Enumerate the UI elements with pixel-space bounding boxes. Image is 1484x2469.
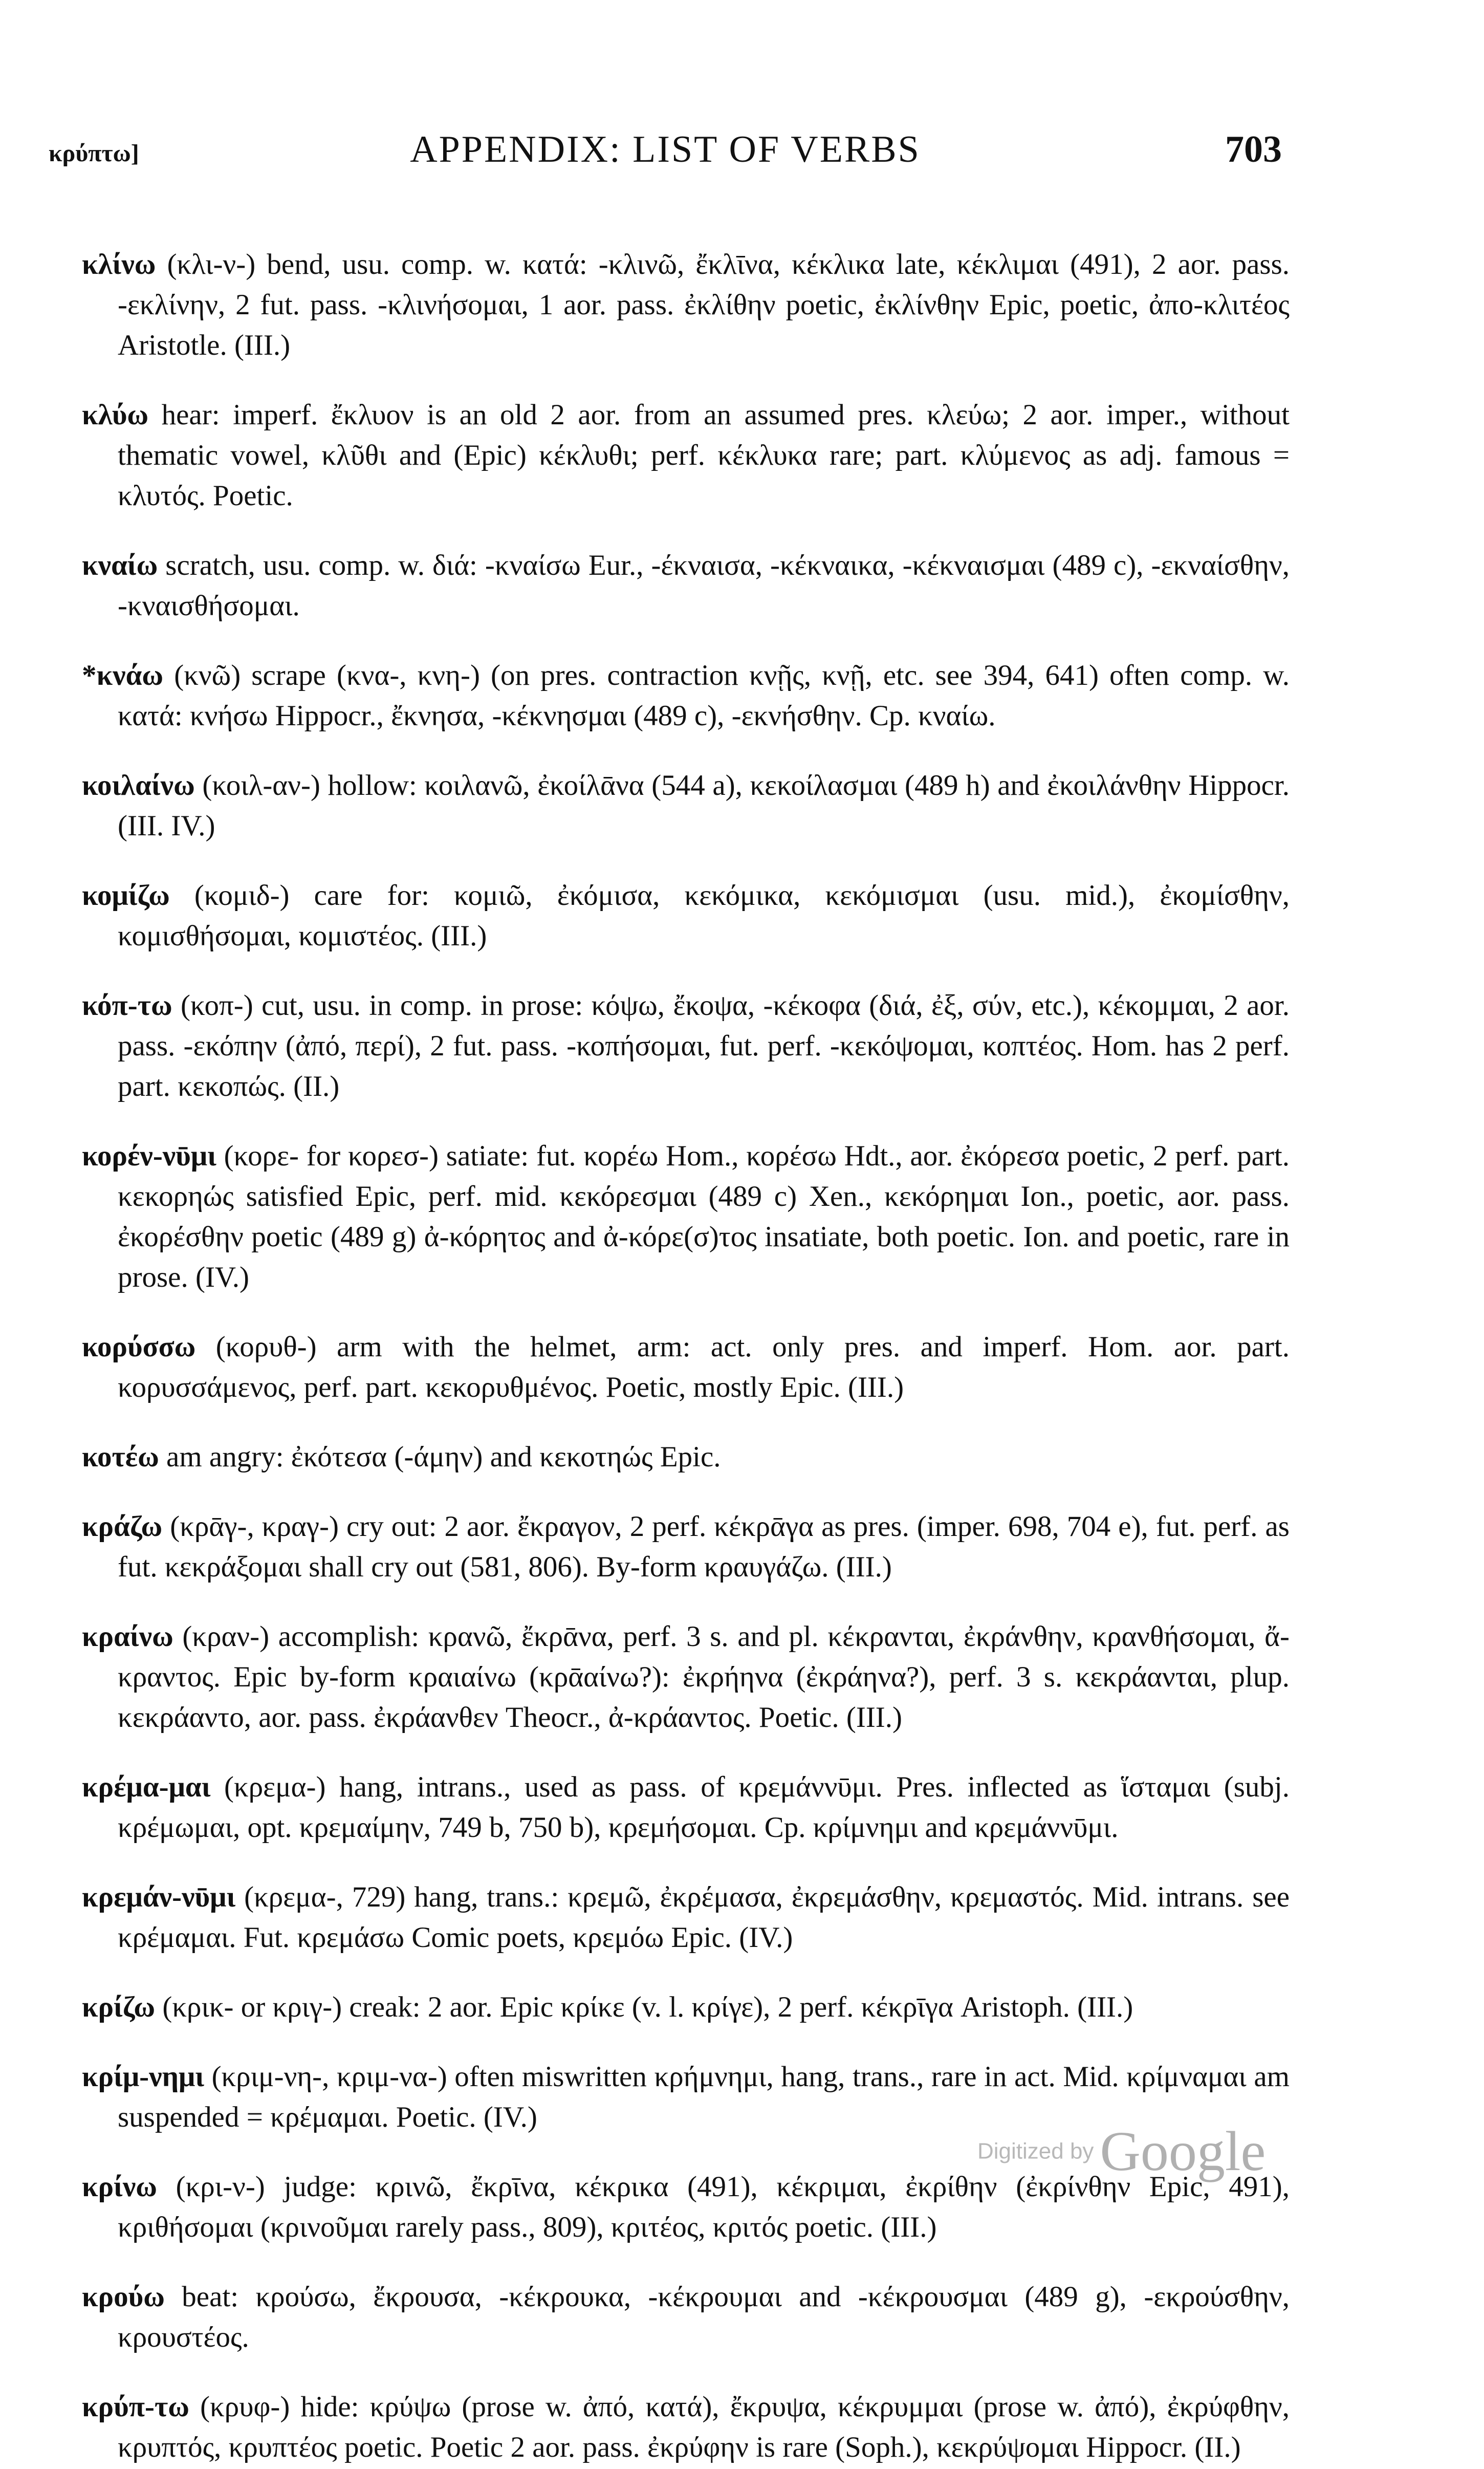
headword: κόπ-τω bbox=[82, 989, 172, 1022]
verb-entry bbox=[82, 545, 1290, 626]
verb-entry bbox=[82, 395, 1290, 516]
headword: κραίνω bbox=[82, 1620, 173, 1653]
entry-text: hear: imperf. ἔκλυον is an old 2 aor. from an assumed pres. κλεύω; 2 aor. imper., without thematic vowel, κλῦθι and (Epic) κέκλυθι; perf. κέκλυκα rare; part. κλύμενος as adj. famous = κλυτός. Poetic. bbox=[118, 399, 1290, 512]
headword: κορέν-νῡμι bbox=[82, 1140, 216, 1172]
headword: κομίζω bbox=[82, 879, 170, 912]
verb-entry bbox=[82, 765, 1290, 846]
entry-text: (κορυθ-) arm with the helmet, arm: act. only pres. and imperf. Hom. aor. part. κορυσσάμενος, perf. part. κεκορυθμένος. Poetic, mostly Epic. (III.) bbox=[118, 1331, 1290, 1403]
entry-text: (κορε- for κορεσ-) satiate: fut. κορέω Hom., κορέσω Hdt., aor. ἐκόρεσα poetic, 2 perf. part. κεκορηώς satisfied Epic, perf. mid. κεκόρεσμαι (489 c) Xen., κεκόρημαι Ion., poetic, aor. pass. ἐκορέσθην poetic (489 g) ἀ-κόρητος and ἀ-κόρε(σ)τος insatiate, both poetic. Ion. and poetic, rare in prose. (IV.) bbox=[118, 1140, 1290, 1293]
page-number: 703 bbox=[1225, 128, 1282, 170]
headword: κλύω bbox=[82, 399, 149, 431]
entry-text: (κρικ- or κριγ-) creak: 2 aor. Epic κρίκε (v. l. κρίγε), 2 perf. κέκρῑγα Aristoph. (III.) bbox=[155, 1991, 1133, 2023]
digitized-by-label: Digitized by bbox=[977, 2138, 1094, 2164]
headword: κράζω bbox=[82, 1510, 163, 1543]
entry-text: (κρεμα-) hang, intrans., used as pass. of κρεμάννῡμι. Pres. inflected as ἵσταμαι (subj. κρέμωμαι, opt. κρεμαίμην, 749 b, 750 b), κρεμήσομαι. Cp. κρίμνημι and κρεμάννῡμι. bbox=[118, 1771, 1290, 1844]
entry-text: beat: κρούσω, ἔκρουσα, -κέκρουκα, -κέκρουμαι and -κέκρουσμαι (489 g), -εκρούσθην, κρουστέος. bbox=[118, 2281, 1290, 2353]
entry-text: (κρυφ-) hide: κρύψω (prose w. ἀπό, κατά), ἔκρυψα, κέκρυμμαι (prose w. ἀπό), ἐκρύφθην, κρυπτός, κρυπτέος poetic. Poetic 2 aor. pass. ἐκρύφην is rare (Soph.), κεκρύψομαι Hippocr. (II.) bbox=[118, 2391, 1290, 2463]
headword: κναίω bbox=[82, 549, 158, 581]
page-header bbox=[49, 128, 1282, 179]
headword: κρύπ-τω bbox=[82, 2391, 189, 2423]
verb-entry bbox=[82, 1506, 1290, 1587]
verb-entry bbox=[82, 1616, 1290, 1738]
verb-entry bbox=[82, 655, 1290, 736]
headword: κρεμάν-νῡμι bbox=[82, 1881, 236, 1913]
headword: κρίνω bbox=[82, 2171, 157, 2203]
verb-entry bbox=[82, 1877, 1290, 1958]
headword: κρίμ-νημι bbox=[82, 2061, 204, 2093]
digitized-watermark bbox=[977, 2119, 1265, 2184]
headword: κοτέω bbox=[82, 1441, 159, 1473]
entry-text: scratch, usu. comp. w. διά: -κναίσω Eur., -έκναισα, -κέκναικα, -κέκναισμαι (489 c), -εκναίσθην, -κναισθήσομαι. bbox=[118, 549, 1290, 622]
entry-text: (κρεμα-, 729) hang, trans.: κρεμῶ, ἐκρέμασα, ἐκρεμάσθην, κρεμαστός. Mid. intrans. see κρέμαμαι. Fut. κρεμάσω Comic poets, κρεμόω Epic. (IV.) bbox=[118, 1881, 1290, 1954]
verb-entry bbox=[82, 1767, 1290, 1848]
verb-entry bbox=[82, 985, 1290, 1107]
headword: κρούω bbox=[82, 2281, 165, 2313]
entry-text: (κριμ-νη-, κριμ-να-) often miswritten κρήμνημι, hang, trans., rare in act. Mid. κρίμναμαι am suspended = κρέμαμαι. Poetic. (IV.) bbox=[118, 2061, 1290, 2133]
verb-entry bbox=[82, 1327, 1290, 1407]
verb-entry bbox=[82, 1136, 1290, 1297]
verb-entry bbox=[82, 2387, 1290, 2467]
headword: κοιλαίνω bbox=[82, 769, 195, 802]
verb-entry bbox=[82, 875, 1290, 956]
entry-text: (κλι-ν-) bend, usu. comp. w. κατά: -κλινῶ, ἔκλῑνα, κέκλικα late, κέκλιμαι (491), 2 aor. pass. -εκλίνην, 2 fut. pass. -κλινήσομαι, 1 aor. pass. ἐκλίθην poetic, ἐκλίνθην Epic, poetic, ἀπο-κλιτέος Aristotle. (III.) bbox=[118, 248, 1290, 361]
entry-text: (κρᾱγ-, κραγ-) cry out: 2 aor. ἔκραγον, 2 perf. κέκρᾱγα as pres. (imper. 698, 704 e), fut. perf. as fut. κεκράξομαι shall cry out (581, 806). By-form κραυγάζω. (III.) bbox=[118, 1510, 1290, 1583]
entry-text: (κοπ-) cut, usu. in comp. in prose: κόψω, ἔκοψα, -κέκοφα (διά, ἐξ, σύν, etc.), κέκομμαι, 2 aor. pass. -εκόπην (ἀπό, περί), 2 fut. pass. -κοπήσομαι, fut. perf. -κεκόψομαι, κοπτέος. Hom. has 2 perf. part. κεκοπώς. (II.) bbox=[118, 989, 1290, 1102]
verb-entry bbox=[82, 1437, 1290, 1477]
headword: κρίζω bbox=[82, 1991, 156, 2023]
headword: κλίνω bbox=[82, 248, 156, 280]
catchword: κρύπτω] bbox=[49, 140, 139, 167]
google-logo: Google bbox=[1100, 2120, 1266, 2182]
entry-text: (κραν-) accomplish: κρανῶ, ἔκρᾱνα, perf. 3 s. and pl. κέκρανται, ἐκράνθην, κρανθήσομαι, ἄ-κραντος. Epic by-form κραιαίνω (κρᾱαίνω?): ἐκρήηνα (ἐκράηνα?), perf. 3 s. κεκράανται, plup. κεκράαντο, aor. pass. ἐκράανθεν Theocr., ἀ-κράαντος. Poetic. (III.) bbox=[118, 1620, 1290, 1734]
entry-text: (κοιλ-αν-) hollow: κοιλανῶ, ἐκοίλᾱνα (544 a), κεκοίλασμαι (489 h) and ἐκοιλάνθην Hippocr. (III. IV.) bbox=[118, 769, 1290, 842]
entry-text: (κομιδ-) care for: κομιῶ, ἐκόμισα, κεκόμικα, κεκόμισμαι (usu. mid.), ἐκομίσθην, κομισθήσομαι, κομιστέος. (III.) bbox=[118, 879, 1290, 952]
entry-text: am angry: ἐκότεσα (-άμην) and κεκοτηώς Epic. bbox=[159, 1441, 721, 1473]
verb-entry bbox=[82, 244, 1290, 365]
headword: κορύσσω bbox=[82, 1331, 196, 1363]
entry-text: (κνῶ) scrape (κνα-, κνη-) (on pres. contraction κνῇς, κνῇ, etc. see 394, 641) often comp. w. κατά: κνήσω Hippocr., ἔκνησα, -κέκνησμαι (489 c), -εκνήσθην. Cp. κναίω. bbox=[118, 659, 1290, 732]
running-title: APPENDIX: LIST OF VERBS bbox=[410, 128, 921, 170]
verb-entry bbox=[82, 1987, 1290, 2027]
headword: *κνάω bbox=[82, 659, 164, 691]
verb-entry bbox=[82, 2277, 1290, 2357]
headword: κρέμα-μαι bbox=[82, 1771, 211, 1803]
entry-text: (κρι-ν-) judge: κρινῶ, ἔκρῑνα, κέκρικα (491), κέκριμαι, ἐκρίθην (ἐκρίνθην Epic, 491), κριθήσομαι (κρινοῦμαι rarely pass., 809), κριτέος, κριτός poetic. (III.) bbox=[118, 2171, 1290, 2243]
